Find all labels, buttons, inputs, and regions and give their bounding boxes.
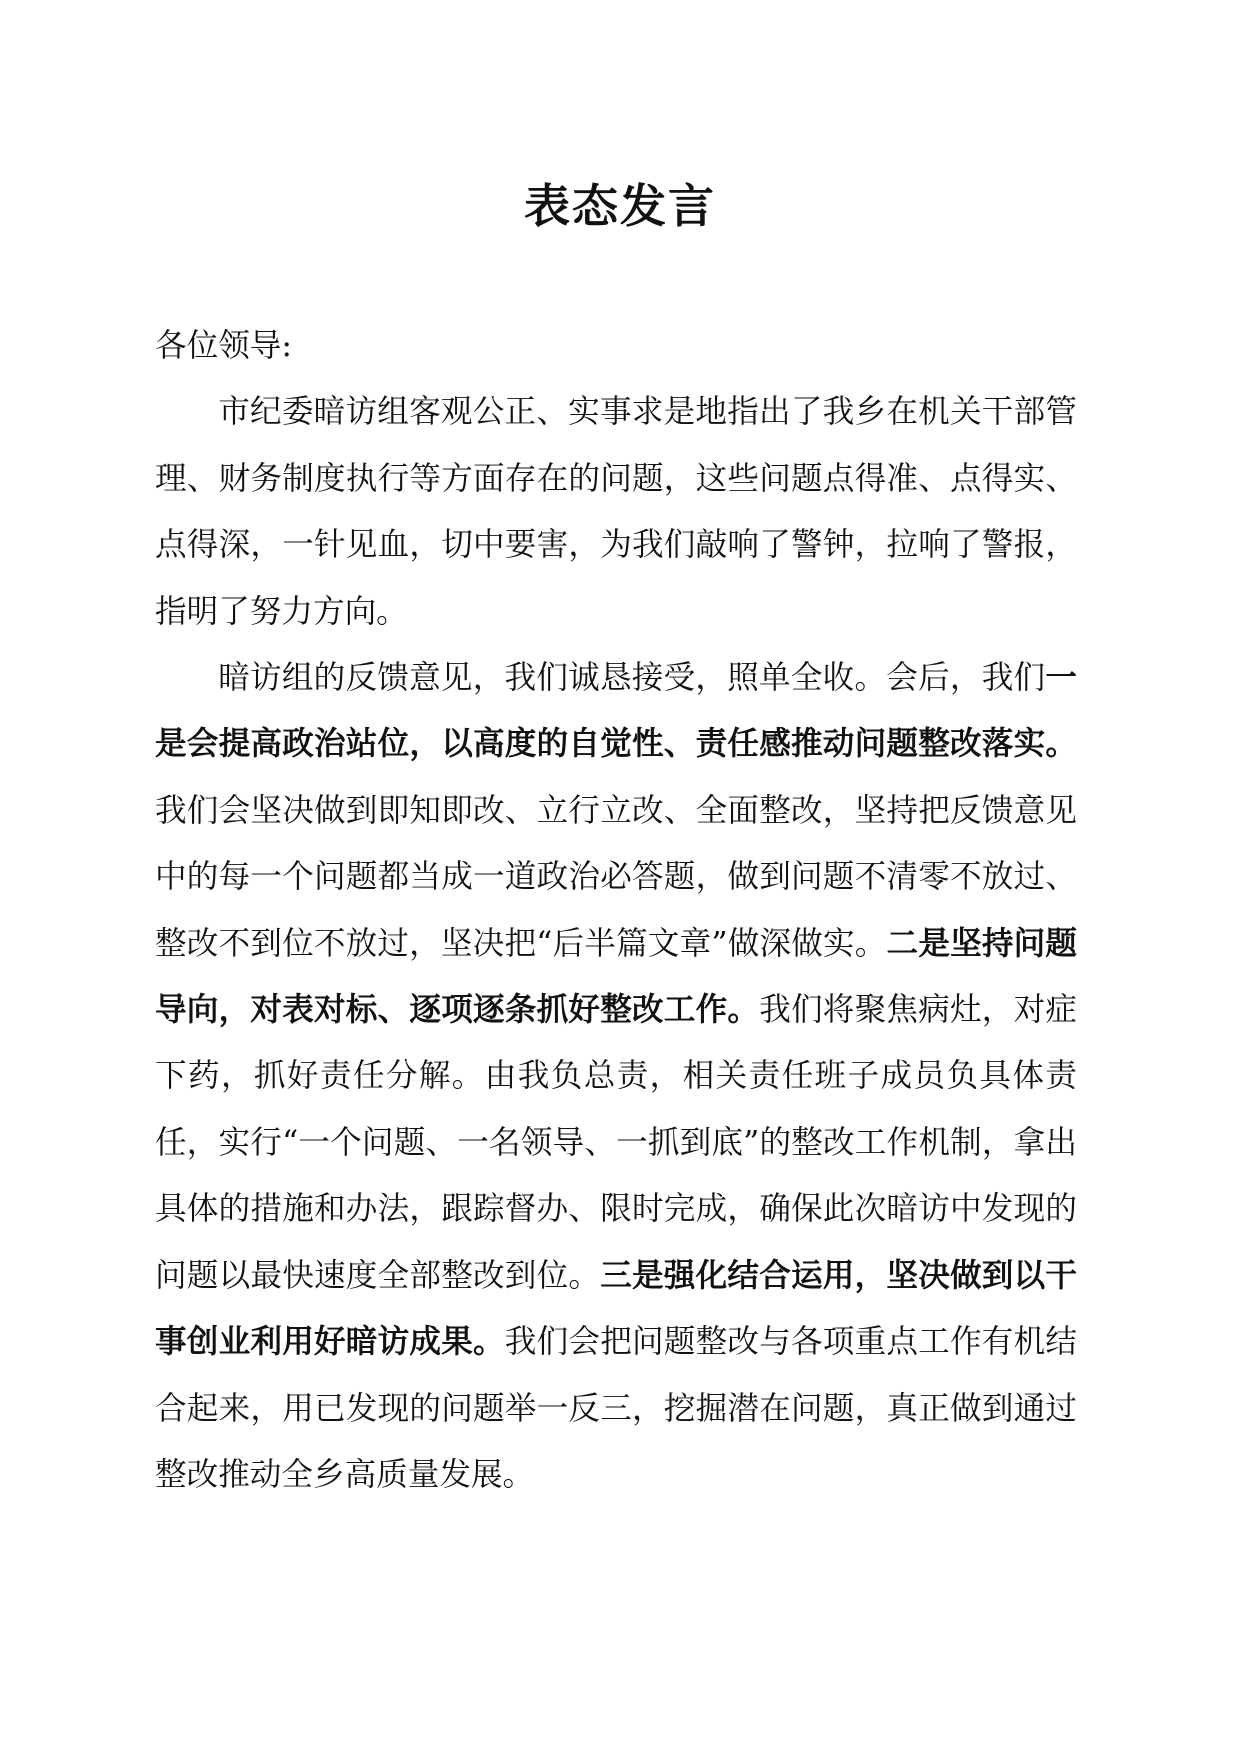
point-1-text: 我们会坚决做到即知即改、立行立改、全面整改，坚持把反馈意见中的每一个问题都当成一道政治必答题，做到问题不清零不放过、整改不到位不放过，坚决把“后半篇文章”做深做实。 bbox=[155, 792, 1077, 962]
salutation: 各位领导: bbox=[155, 328, 293, 364]
point-2-text: 我们将聚焦病灶，对症下药，抓好责任分解。由我负总责，相关责任班子成员负具体责任，实行“一个问题、一名领导、一抓到底”的整改工作机制，拿出具体的措施和办法，跟踪督办、限时完成，确保此次暗访中发现的问题以最快速度全部整改到位。 bbox=[155, 992, 1077, 1294]
paragraph-2 bbox=[155, 645, 1077, 1508]
point-3-heading: 三是强化结合运用，坚决做到以干事创业利用好暗访成果。 bbox=[155, 1256, 1077, 1361]
point-1-heading: 一是会提高政治站位，以高度的自觉性、责任感推动问题整改落实。 bbox=[155, 659, 1077, 763]
point-2-heading: 二是坚持问题导向，对表对标、逐项逐条抓好整改工作。 bbox=[155, 924, 1077, 1029]
document-body bbox=[155, 313, 1077, 1508]
point-3-text: 我们会把问题整改与各项重点工作有机结合起来，用已发现的问题举一反三，挖掘潜在问题，真正做到通过整改推动全乡高质量发展。 bbox=[155, 1324, 1077, 1493]
paragraph-1: 市纪委暗访组客观公正、实事求是地指出了我乡在机关干部管理、财务制度执行等方面存在的问题，这些问题点得准、点得实、点得深，一针见血，切中要害，为我们敲响了警钟，拉响了警报，指明了努力方向。 bbox=[155, 394, 1077, 630]
document-title: 表态发言 bbox=[524, 179, 716, 233]
paragraph-2-intro: 暗访组的反馈意见，我们诚恳接受，照单全收。会后，我们 bbox=[218, 660, 1046, 697]
